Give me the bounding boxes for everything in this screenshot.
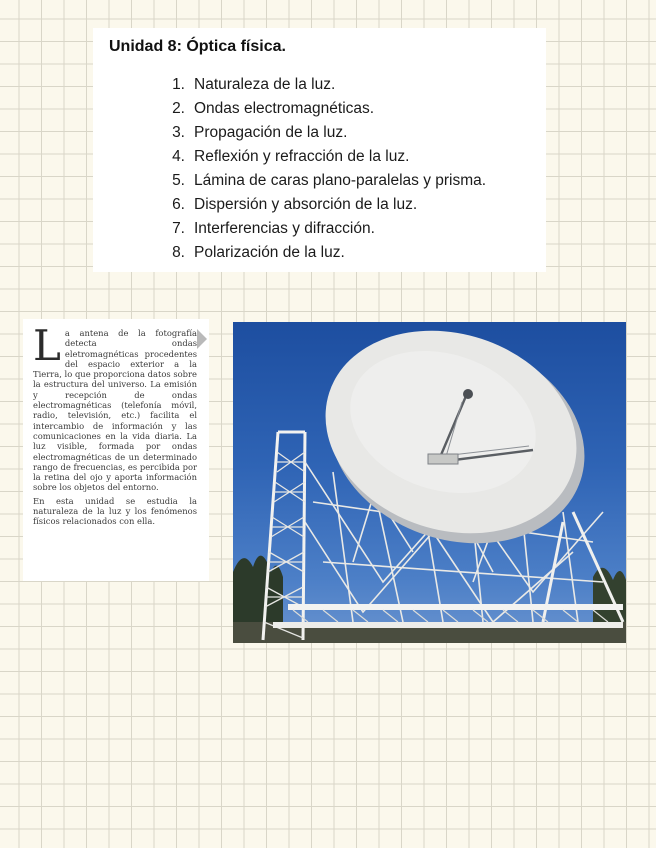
topic-label: Polarización de la luz.: [194, 244, 345, 261]
drop-cap: L: [33, 321, 61, 370]
topic-item: [109, 97, 546, 121]
topic-number: 6.: [172, 196, 185, 213]
topic-number: 2.: [172, 100, 185, 117]
topic-item: [109, 241, 546, 265]
triangle-marker-icon: [197, 329, 207, 349]
intro-paragraph-1: [33, 321, 197, 493]
topic-number: 4.: [172, 148, 185, 165]
radio-telescope-photo: [233, 322, 626, 643]
topic-number: 1.: [172, 76, 185, 93]
intro-paragraph-2: En esta unidad se estudia la naturaleza de la luz y los fenómenos físicos relacionados con ella.: [33, 495, 197, 527]
topic-number: 7.: [172, 220, 185, 237]
topic-label: Propagación de la luz.: [194, 124, 348, 141]
topic-label: Interferencias y difracción.: [194, 220, 375, 237]
topic-number: 8.: [172, 244, 185, 261]
topic-number: 3.: [172, 124, 185, 141]
intro-text-card: [23, 319, 209, 581]
unit-topics-card: [93, 28, 546, 272]
topic-label: Naturaleza de la luz.: [194, 76, 336, 93]
topic-item: [109, 121, 546, 145]
topic-item: [109, 73, 546, 97]
intro-paragraph-1-text: a antena de la fotografía detecta ondas eletromagnéticas procedentes del espacio exterior a la Tierra, lo que proporciona datos sobre la estructura del universo. La emisión y recepción de ondas electromagnéticas (telefonía móvil, radio, televisión, etc.) facilita el intercambio de información y las comunicaciones en la vida diaria. La luz visible, formada por ondas electromagnéticas de un determinado rango de frecuencias, es percibida por la retina del ojo y aporta información sobre los objetos del entorno.: [33, 328, 197, 493]
unit-title: Unidad 8: Óptica física.: [109, 38, 286, 55]
topic-label: Ondas electromagnéticas.: [194, 100, 375, 117]
topic-item: [109, 193, 546, 217]
topic-item: [109, 169, 546, 193]
topic-item: [109, 217, 546, 241]
topic-label: Reflexión y refracción de la luz.: [194, 148, 410, 165]
topic-label: Lámina de caras plano-paralelas y prisma.: [194, 172, 487, 189]
topic-list: [109, 73, 546, 265]
radio-telescope-illustration: [233, 322, 626, 643]
topic-label: Dispersión y absorción de la luz.: [194, 196, 418, 213]
topic-number: 5.: [172, 172, 185, 189]
topic-item: [109, 145, 546, 169]
